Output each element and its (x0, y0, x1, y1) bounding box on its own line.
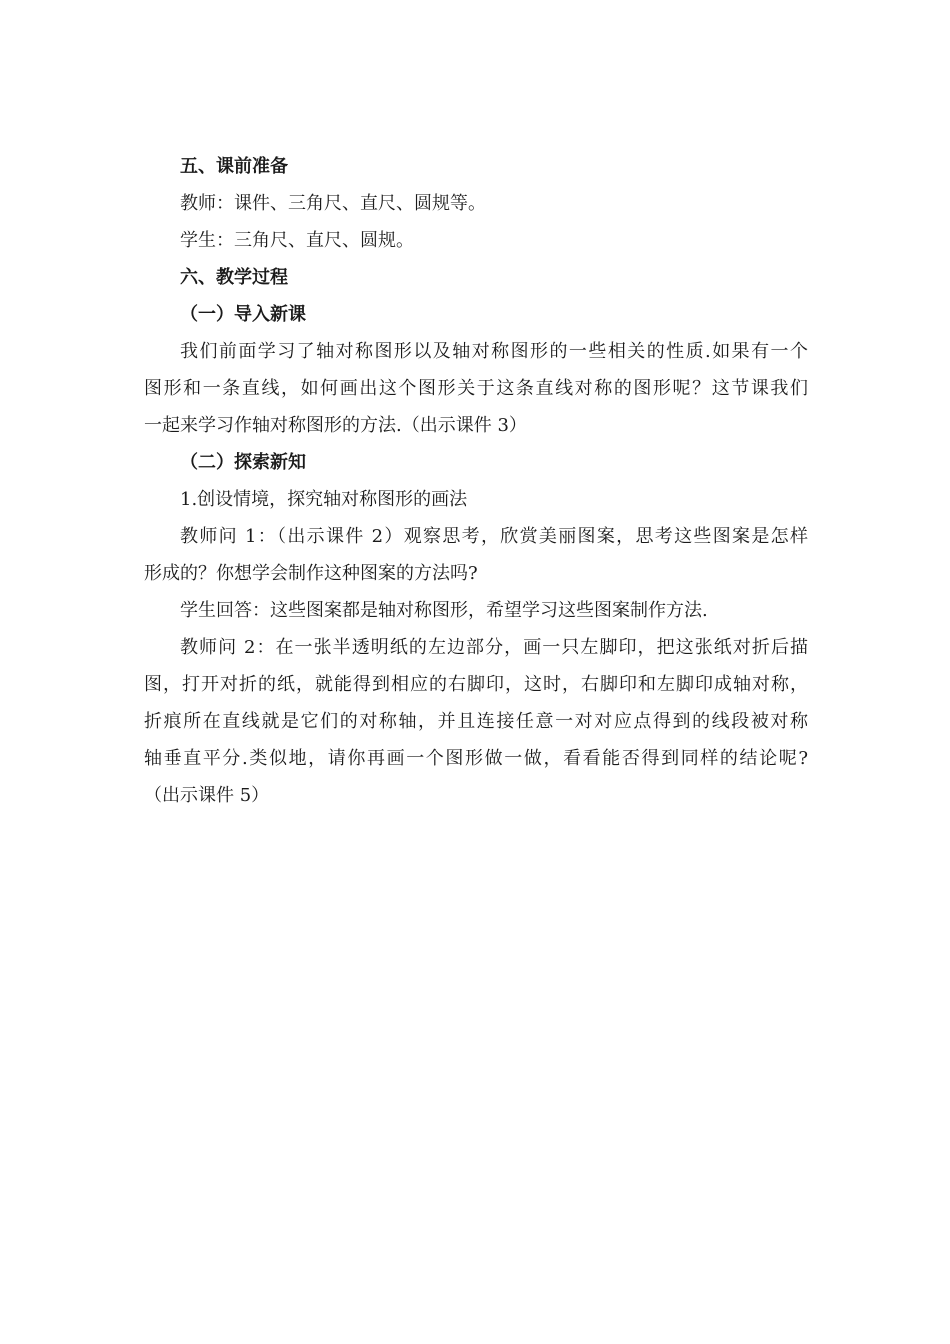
student-answer: 学生回答：这些图案都是轴对称图形，希望学习这些图案制作方法. (180, 600, 708, 621)
paragraph-line: 折痕所在直线就是它们的对称轴，并且连接任意一对对应点得到的线段被对称 (144, 711, 808, 732)
paragraph-line: 形成的？你想学会制作这种图案的方法吗? (144, 563, 478, 584)
paragraph-line: 一起来学习作轴对称图形的方法.（出示课件 3） (144, 415, 527, 436)
paragraph-line: 教师问 2：在一张半透明纸的左边部分，画一只左脚印，把这张纸对折后描 (180, 637, 808, 658)
section-heading-prep: 五、课前准备 (180, 156, 288, 177)
subsection-item-1: 1.创设情境，探究轴对称图形的画法 (180, 489, 468, 510)
student-prep-line: 学生：三角尺、直尺、圆规。 (180, 230, 414, 251)
teacher-question-1 (144, 518, 808, 592)
subsection-heading-explore: （二）探索新知 (180, 452, 306, 473)
teacher-prep-line: 教师：课件、三角尺、直尺、圆规等。 (180, 193, 486, 214)
document-body (144, 148, 808, 814)
paragraph-line: 轴垂直平分.类似地，请你再画一个图形做一做，看看能否得到同样的结论呢? (144, 748, 808, 769)
subsection-heading-intro: （一）导入新课 (180, 304, 306, 325)
paragraph-line: （出示课件 5） (144, 785, 270, 806)
paragraph-line: 图，打开对折的纸，就能得到相应的右脚印，这时，右脚印和左脚印成轴对称， (144, 674, 808, 695)
intro-paragraph (144, 333, 808, 444)
teacher-question-2 (144, 629, 808, 814)
section-heading-process: 六、教学过程 (180, 267, 288, 288)
paragraph-line: 教师问 1：（出示课件 2）观察思考，欣赏美丽图案，思考这些图案是怎样 (180, 526, 808, 547)
paragraph-line: 图形和一条直线，如何画出这个图形关于这条直线对称的图形呢？这节课我们 (144, 378, 808, 399)
paragraph-line: 我们前面学习了轴对称图形以及轴对称图形的一些相关的性质.如果有一个 (180, 341, 808, 362)
